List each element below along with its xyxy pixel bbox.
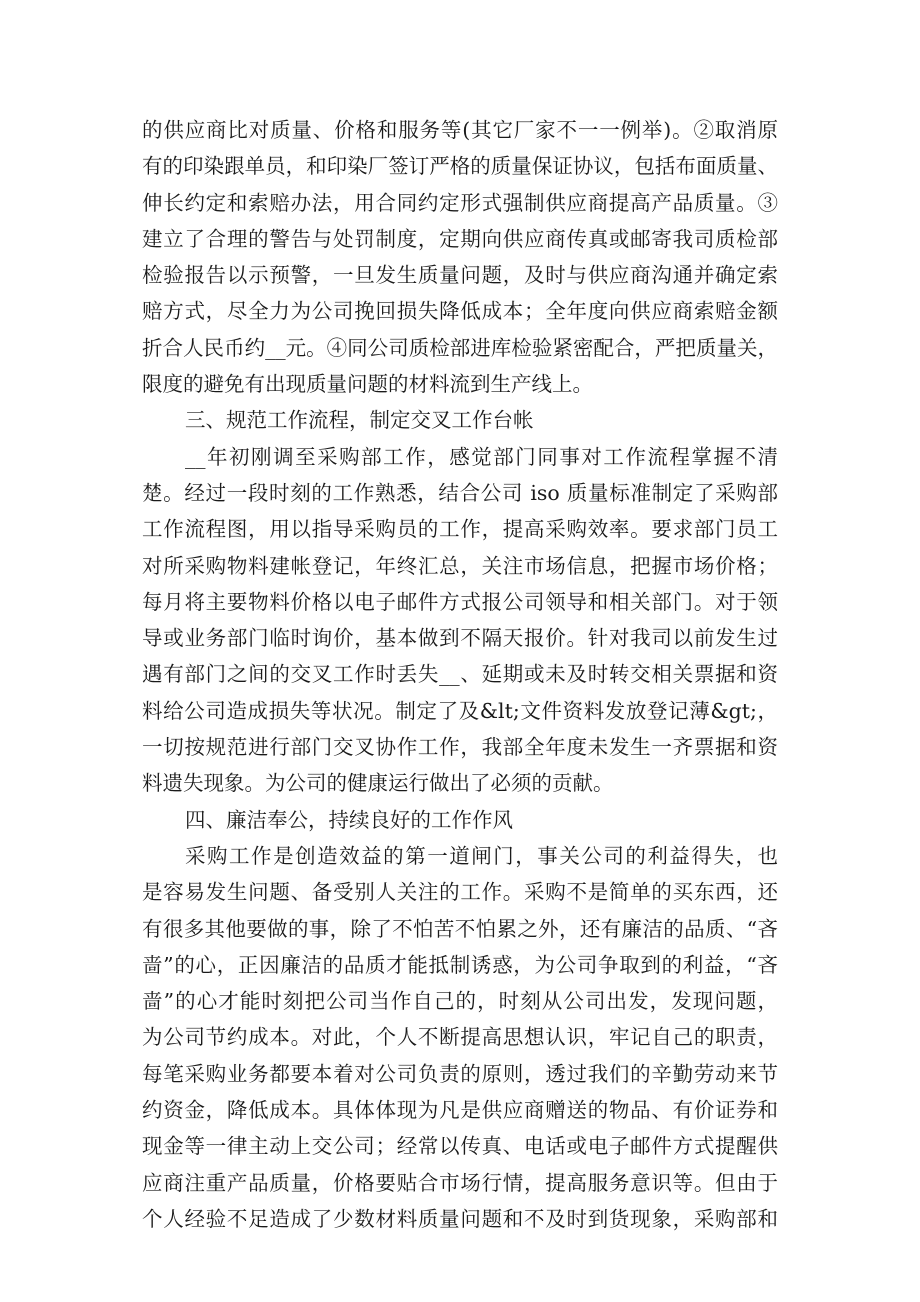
text-line: 应商注重产品质量，价格要贴合市场行情，提高服务意识等。但由于 [142,1170,778,1195]
text-line: 每月将主要物料价格以电子邮件方式报公司领导和相关部门。对于领 [142,589,778,614]
text-line: 啬”的心，正因廉洁的品质才能抵制诱惑，为公司争取到的利益，“吝 [142,952,778,977]
text-line: 检验报告以示预警，一旦发生质量问题，及时与供应商沟通并确定索 [142,263,778,288]
text-line: 有的印染跟单员，和印染厂签订严格的质量保证协议，包括布面质量、 [142,154,778,179]
text-line: 导或业务部门临时询价，基本做到不隔天报价。针对我司以前发生过 [142,626,778,651]
text-line: 的供应商比对质量、价格和服务等(其它厂家不一一例举)。②取消原 [142,118,778,142]
text-line: 每笔采购业务都要本着对公司负责的原则，透过我们的辛勤劳动来节 [142,1061,778,1086]
text-line: 料给公司造成损失等状况。制定了及&lt;文件资料发放登记薄&gt;， [142,698,778,723]
text-line: 采购工作是创造效益的第一道闸门，事关公司的利益得失，也 [185,843,778,868]
text-line: 工作流程图，用以指导采购员的工作，提高采购效率。要求部门员工 [142,517,778,542]
document-body [142,112,778,1237]
text-line: 一切按规范进行部门交叉协作工作，我部全年度未发生一齐票据和资 [142,735,778,760]
section-heading: 四、廉洁奉公，持续良好的工作作风 [185,807,513,832]
text-line: 是容易发生问题、备受别人关注的工作。采购不是简单的买东西，还 [142,880,778,905]
text-line: 有很多其他要做的事，除了不怕苦不怕累之外，还有廉洁的品质、“吝 [142,916,778,941]
section-heading: 三、规范工作流程，制定交叉工作台帐 [185,408,534,433]
text-line: 对所采购物料建帐登记，年终汇总，关注市场信息，把握市场价格； [142,553,778,578]
text-line: 约资金，降低成本。具体体现为凡是供应商赠送的物品、有价证券和 [142,1098,778,1123]
text-line: 现金等一律主动上交公司；经常以传真、电话或电子邮件方式提醒供 [142,1134,778,1159]
text-line: __年初刚调至采购部工作，感觉部门同事对工作流程掌握不清 [185,444,778,469]
text-line: 遇有部门之间的交叉工作时丢失__、延期或未及时转交相关票据和资 [142,662,778,687]
text-line: 楚。经过一段时刻的工作熟悉，结合公司 iso 质量标准制定了采购部 [142,480,778,505]
text-line: 限度的避免有出现质量问题的材料流到生产线上。 [142,372,593,397]
text-line: 赔方式，尽全力为公司挽回损失降低成本；全年度向供应商索赔金额 [142,299,778,324]
text-line: 料遗失现象。为公司的健康运行做出了必须的贡献。 [142,771,614,796]
text-line: 啬”的心才能时刻把公司当作自己的，时刻从公司出发，发现问题， [142,989,778,1014]
text-line: 折合人民币约__元。④同公司质检部进库检验紧密配合，严把质量关， [142,335,778,360]
text-line: 个人经验不足造成了少数材料质量问题和不及时到货现象，采购部和 [142,1206,778,1231]
text-line: 为公司节约成本。对此，个人不断提高思想认识，牢记自己的职责， [142,1025,778,1050]
text-line: 伸长约定和索赔办法，用合同约定形式强制供应商提高产品质量。③ [142,190,778,215]
text-line: 建立了合理的警告与处罚制度，定期向供应商传真或邮寄我司质检部 [142,226,778,251]
